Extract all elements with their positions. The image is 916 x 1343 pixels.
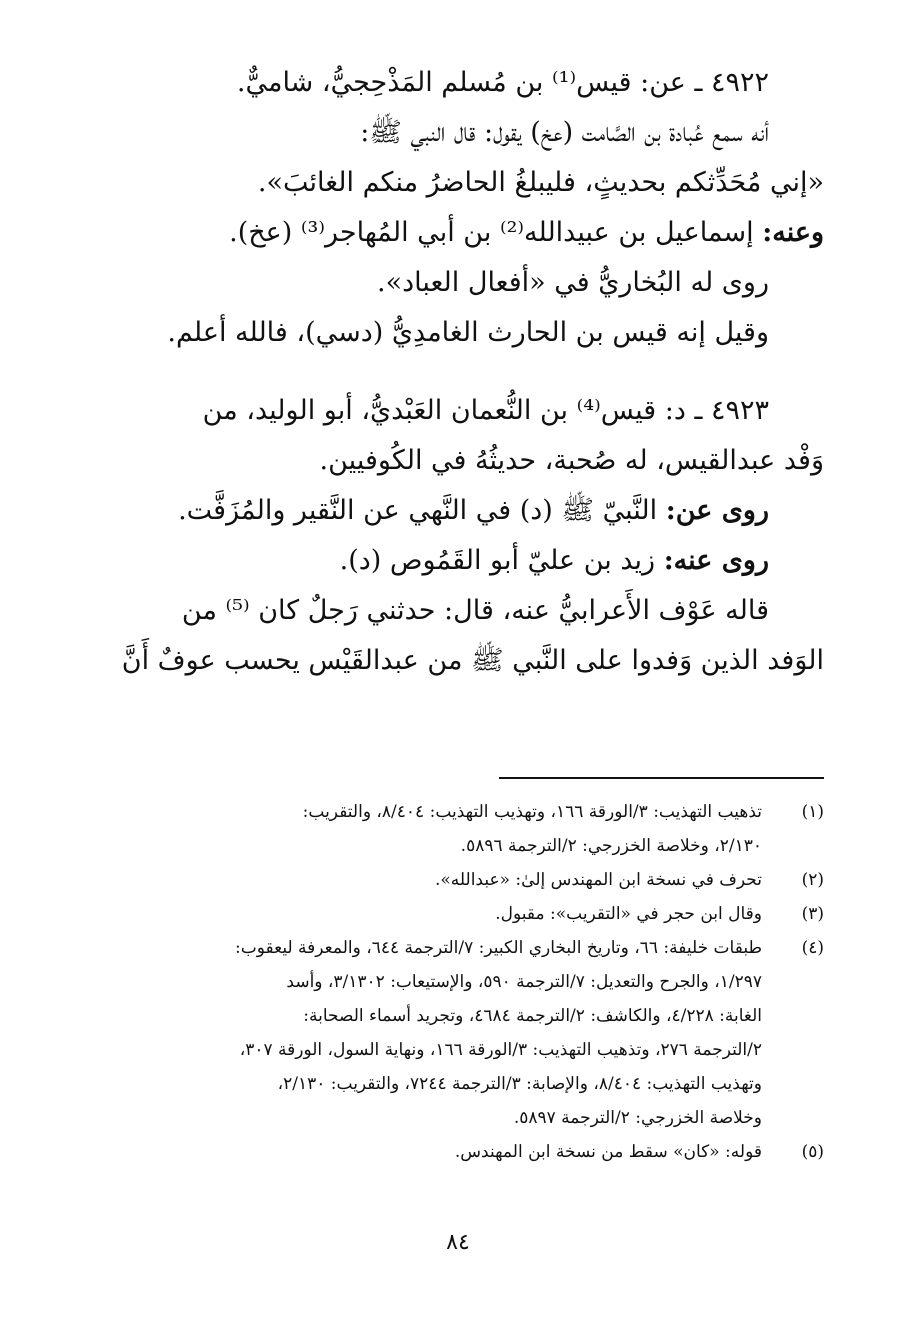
main-text	[94, 58, 824, 686]
footnote-separator	[499, 777, 824, 779]
footnote-line: وتهذيب التهذيب: ٨/٤٠٤، والإصابة: ٣/الترجمة ٧٢٤٤، والتقريب: ٢/١٣٠،	[277, 1074, 762, 1094]
entry-4923-narrated-from	[94, 486, 824, 536]
and-from-text: إسماعيل بن عبيدالله⁽²⁾ بن أبي المُهاجر⁽³⁾ (عخ).	[229, 217, 754, 248]
entry-4922-line: «إني مُحَدِّثكم بحديثٍ، فليبلغُ الحاضرُ منكم الغائبَ».	[257, 167, 824, 198]
footnote-mark: (٣)	[801, 904, 824, 924]
footnote-line: تحرف في نسخة ابن المهندس إلىٰ: «عبدالله».	[434, 870, 762, 890]
entry-4922-line: أنه سمع عُبادة بن الصَّامت (عخ) يقول: قال النبي ﷺ:	[360, 117, 769, 148]
footnote-mark: (٢)	[801, 870, 824, 890]
footnote-line: الغابة: ٤/٢٢٨، والكاشف: ٢/الترجمة ٤٦٨٤، وتجريد أسماء الصحابة:	[303, 1006, 762, 1026]
footnote-line: ١/٢٩٧، والجرح والتعديل: ٧/الترجمة ٥٩٠، والإستيعاب: ٣/١٣٠٢، وأسد	[286, 972, 762, 992]
entry-4922-heading: ٤٩٢٢ ـ عن: قيس⁽¹⁾ بن مُسلم المَذْحِجيُّ، شاميٌّ.	[236, 67, 769, 98]
footnote-line: طبقات خليفة: ٦٦، وتاريخ البخاري الكبير: ٧/الترجمة ٦٤٤، والمعرفة ليعقوب:	[235, 938, 762, 958]
page-number: ٨٤	[446, 1230, 470, 1255]
footnote-3	[94, 897, 824, 931]
footnote-line: قوله: «كان» سقط من نسخة ابن المهندس.	[454, 1142, 762, 1162]
entry-4922-and-from	[94, 208, 824, 258]
entry-4922	[94, 58, 824, 358]
footnote-5	[94, 1135, 824, 1169]
footnote-mark: (٤)	[801, 938, 824, 958]
footnote-line: ٢/١٣٠، وخلاصة الخزرجي: ٢/الترجمة ٥٨٩٦.	[460, 836, 762, 856]
footnote-line: ٢/الترجمة ٢٧٦، وتذهيب التهذيب: ٣/الورقة ١٦٦، ونهاية السول، الورقة ٣٠٧،	[239, 1040, 762, 1060]
footnote-mark: (٥)	[801, 1142, 824, 1162]
footnote-mark: (١)	[801, 802, 824, 822]
footnotes	[94, 795, 824, 1169]
entry-4923-line: قاله عَوْف الأَعرابيُّ عنه، قال: حدثني رَجلٌ كان ⁽⁵⁾ من	[181, 595, 769, 626]
narrated-by-text: زيد بن عليّ أبو القَمُوص (د).	[339, 545, 656, 576]
and-from-label: وعنه:	[762, 217, 824, 248]
entry-4922-line: روى له البُخاريُّ في «أفعال العباد».	[377, 267, 769, 298]
entry-4923-narrated-by	[94, 536, 824, 586]
narrated-from-text: النَّبيّ ﷺ (د) في النَّهي عن النَّقير والمُزَفَّت.	[178, 495, 658, 526]
footnote-line: وقال ابن حجر في «التقريب»: مقبول.	[495, 904, 762, 924]
entry-4923	[94, 386, 824, 686]
footnote-line: تذهيب التهذيب: ٣/الورقة ١٦٦، وتهذيب التهذيب: ٨/٤٠٤، والتقريب:	[302, 802, 762, 822]
footnote-line: وخلاصة الخزرجي: ٢/الترجمة ٥٨٩٧.	[513, 1108, 762, 1128]
entry-4923-line: الوَفد الذين وَفدوا على النَّبي ﷺ من عبدالقَيْس يحسب عوفٌ أَنَّ	[121, 645, 824, 676]
footnote-4	[94, 931, 824, 1135]
narrated-from-label: روى عن:	[665, 495, 769, 526]
narrated-by-label: روى عنه:	[663, 545, 769, 576]
entry-4923-heading: ٤٩٢٣ ـ د: قيس⁽⁴⁾ بن النُّعمان العَبْديُّ، أبو الوليد، من	[202, 395, 769, 426]
footnote-2	[94, 863, 824, 897]
footnote-1	[94, 795, 824, 863]
entry-4922-line: وقيل إنه قيس بن الحارث الغامدِيُّ (دسي)، فالله أعلم.	[167, 317, 769, 348]
entry-4923-line: وَفْد عبدالقيس، له صُحبة، حديثُهُ في الكُوفيين.	[319, 445, 824, 476]
